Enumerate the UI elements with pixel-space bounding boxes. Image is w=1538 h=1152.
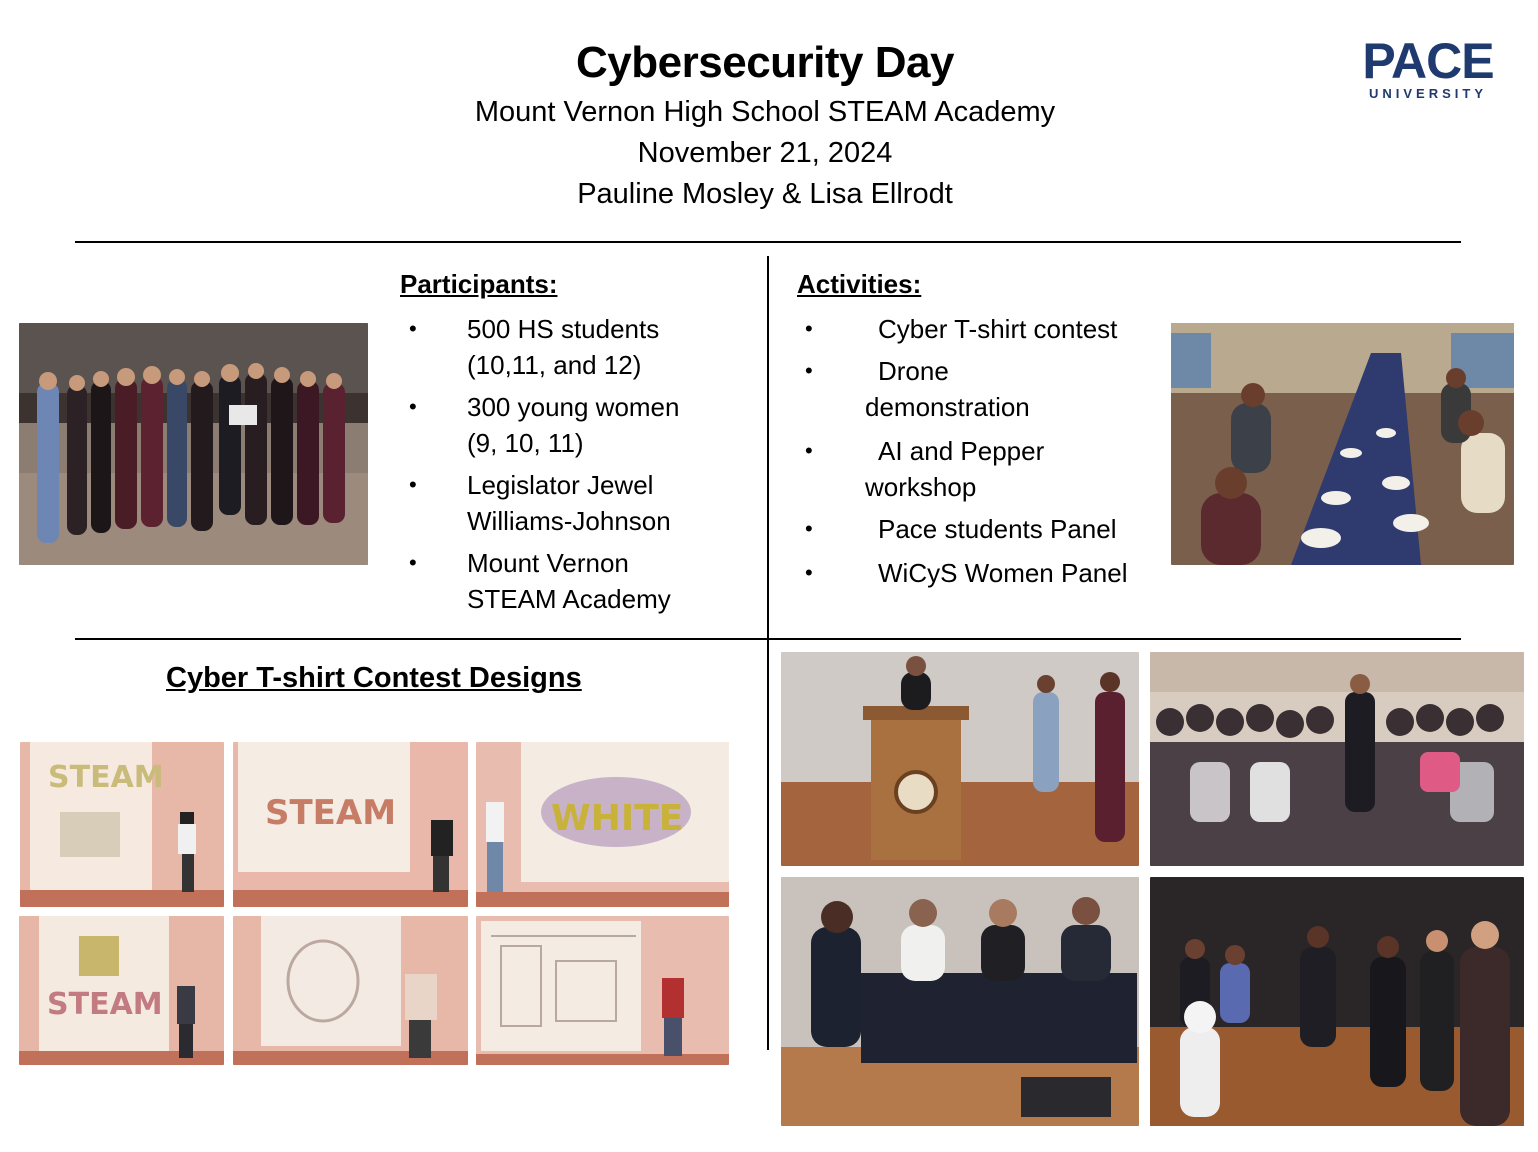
activities-heading: Activities: <box>797 269 922 299</box>
audience-photo <box>1150 652 1524 866</box>
bullet-icon: • <box>409 394 417 419</box>
item-line: Mount Vernon <box>467 548 629 578</box>
group-photo <box>19 323 368 565</box>
item-line: STEAM Academy <box>467 584 671 614</box>
item-line: Drone <box>878 356 949 386</box>
list-item <box>409 389 757 461</box>
top-divider <box>75 241 1461 243</box>
svg-text:STEAM: STEAM <box>48 760 164 795</box>
pace-university-logo <box>1352 33 1504 102</box>
item-line: 300 young women <box>467 392 680 422</box>
item-line: Cyber T-shirt contest <box>878 314 1118 344</box>
participants-heading: Participants: <box>400 269 558 299</box>
bullet-icon: • <box>409 472 417 497</box>
item-line: (10,11, and 12) <box>467 350 642 380</box>
participants-list <box>409 311 757 617</box>
presenters: Pauline Mosley & Lisa Ellrodt <box>577 178 953 210</box>
svg-text:STEAM: STEAM <box>265 793 397 833</box>
tshirt-design-photo <box>233 916 468 1065</box>
vertical-divider <box>767 256 769 1050</box>
item-line: demonstration <box>865 392 1030 422</box>
page-title: Cybersecurity Day <box>576 38 954 87</box>
tshirt-design-photo <box>233 742 468 907</box>
logo-word: PACE <box>1362 33 1494 89</box>
pepper-robot-photo <box>1150 877 1524 1126</box>
speaker-podium-photo <box>781 652 1139 866</box>
item-line: Pace students Panel <box>878 514 1117 544</box>
bullet-icon: • <box>409 316 417 341</box>
tshirt-heading: Cyber T-shirt Contest Designs <box>166 662 582 694</box>
item-line: (9, 10, 11) <box>467 428 584 458</box>
item-line: Williams-Johnson <box>467 506 671 536</box>
list-item <box>409 311 757 383</box>
bullet-icon: • <box>409 550 417 575</box>
bullet-icon: • <box>805 358 813 383</box>
item-line: 500 HS students <box>467 314 660 344</box>
tshirt-design-photo <box>20 742 224 907</box>
item-line: WiCyS Women Panel <box>878 558 1128 588</box>
list-item <box>409 545 757 617</box>
dinner-photo <box>1171 323 1514 565</box>
tshirt-design-photo <box>19 916 224 1065</box>
bullet-icon: • <box>805 560 813 585</box>
bullet-icon: • <box>805 516 813 541</box>
school-name: Mount Vernon High School STEAM Academy <box>474 96 1056 128</box>
panel-discussion-photo <box>781 877 1139 1126</box>
item-line: AI and Pepper <box>878 436 1045 466</box>
logo-sub: UNIVERSITY <box>1368 86 1487 101</box>
bullet-icon: • <box>805 316 813 341</box>
tshirt-design-photo <box>476 916 729 1065</box>
list-item <box>409 467 757 539</box>
svg-text:WHITE: WHITE <box>551 798 684 839</box>
tshirt-design-photo <box>476 742 729 907</box>
item-line: Legislator Jewel <box>467 470 654 500</box>
item-line: workshop <box>865 472 977 502</box>
bullet-icon: • <box>805 438 813 463</box>
svg-text:STEAM: STEAM <box>47 987 163 1022</box>
event-date: November 21, 2024 <box>637 137 893 169</box>
